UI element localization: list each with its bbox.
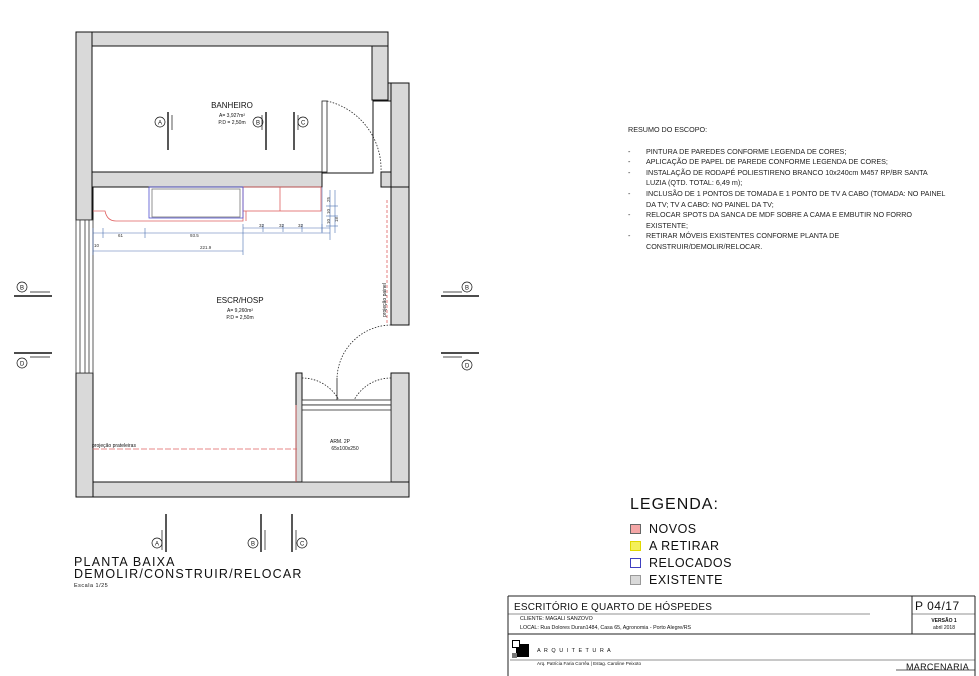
wall-left-bath — [76, 32, 92, 220]
scope-item: - PINTURA DE PAREDES CONFORME LEGENDA DE CORES; — [628, 146, 847, 156]
plan-title — [74, 556, 303, 592]
office-name: ESCR/HOSP — [216, 296, 264, 305]
date: abril 2018 — [933, 625, 955, 631]
legend-swatch-remove — [630, 541, 641, 551]
plan-title-line1: PLANTA BAIXA — [74, 555, 176, 569]
legend-swatch-new — [630, 524, 641, 534]
svg-text:B: B — [256, 120, 261, 127]
logo-small-square-2 — [512, 653, 517, 658]
scope-item: - RELOCAR SPOTS DA SANCA DE MDF SOBRE A CAMA E EMBUTIR NO FORRO EXISTENTE; — [628, 210, 912, 230]
svg-text:C: C — [300, 541, 305, 548]
dim-93-5: 93.5 — [190, 233, 199, 238]
firm-name-text: A R Q U I T E T U R A — [537, 648, 612, 654]
wall-mid-divider — [92, 172, 322, 187]
dim-32-c: 32 — [298, 223, 304, 228]
section-marker-bottom-a — [152, 514, 166, 552]
scope-item: - APLICAÇÃO DE PAPEL DE PAREDE CONFORME LEGENDA DE CORES; — [628, 157, 888, 167]
bathroom-area: A= 3,927m² — [219, 113, 245, 119]
svg-text:D: D — [20, 361, 25, 368]
version: VERSÃO 1 — [931, 618, 957, 624]
architects-text: Arq. Patrícia Faria Corrêa | Estag. Caroline Peixoto — [537, 661, 642, 666]
scope-summary — [628, 125, 948, 253]
svg-text:A: A — [155, 541, 160, 548]
section-marker-right-b — [441, 282, 479, 296]
legend-item-existing: EXISTENTE — [630, 571, 732, 588]
dim-32-a: 32 — [259, 223, 265, 228]
wall-bottom — [76, 482, 409, 497]
section-marker-left-b — [14, 282, 52, 296]
svg-text:C: C — [301, 120, 306, 127]
section-marker-right-d — [441, 353, 479, 370]
office-ceiling: P.D = 2,50m — [226, 315, 254, 321]
wall-right-mid — [391, 187, 409, 325]
wall-closet-left — [296, 373, 302, 482]
bathroom-name: BANHEIRO — [211, 101, 253, 110]
dim-221-9: 221.9 — [200, 245, 212, 250]
dim-10: 10 — [94, 243, 100, 248]
plan-title-line2: DEMOLIR/CONSTRUIR/RELOCAR — [74, 567, 303, 581]
dim-32-b: 32 — [279, 223, 285, 228]
logo-small-square-1 — [512, 640, 520, 648]
relocated-furniture — [149, 187, 243, 218]
legend-swatch-relocated — [630, 558, 641, 568]
closet-size: 65x100x250 — [331, 446, 359, 452]
wall-right-bath — [372, 46, 388, 100]
section-marker-left-d — [14, 353, 52, 368]
svg-text:B: B — [251, 541, 256, 548]
section-marker-bottom-c — [292, 514, 307, 552]
section-marker-bottom-b — [248, 514, 265, 552]
dim-v-25: 25 — [326, 196, 331, 202]
scope-item: - INSTALAÇÃO DE RODAPÉ POLIESTIRENO BRANCO 10x240cm M457 RP/BR SANTA LUZIA (QTD. TOTAL: 6,49 m); — [628, 167, 928, 188]
architecture-firm-logo — [512, 640, 532, 660]
legend-title: LEGENDA: — [630, 496, 719, 513]
closet-label: ARM. 2P — [329, 439, 351, 445]
legend-swatch-existing — [630, 575, 641, 585]
panel-note: projeção painel — [382, 283, 388, 317]
office-area: A= 9,260m² — [227, 308, 253, 314]
plan-scale: Escala 1/25 — [74, 583, 109, 589]
bathroom-ceiling: P.D = 2,50m — [218, 120, 246, 126]
client-name: CLIENTE: MAGALI SANZOVO — [520, 616, 593, 622]
closet-doors — [302, 325, 391, 482]
svg-text:D: D — [465, 363, 470, 370]
shelves-note: projeção prateleiras — [92, 443, 136, 449]
legend-item-new: NOVOS — [630, 520, 732, 537]
legend-item-relocated: RELOCADOS — [630, 554, 732, 571]
scope-item: - INCLUSÃO DE 1 PONTOS DE TOMADA E 1 PONTO DE TV A CABO (TOMADA: NO PAINEL DA TV; TV A CABO: NO PAINEL DA TV; — [628, 188, 946, 209]
legend — [630, 496, 732, 588]
wall-right-upper — [391, 83, 409, 187]
scope-title: RESUMO DO ESCOPO: — [628, 125, 708, 134]
scope-item: - RETIRAR MÓVEIS EXISTENTES CONFORME PLANTA DE CONSTRUIR/DEMOLIR/RELOCAR. — [628, 231, 840, 251]
wall-right-jamb — [381, 172, 391, 187]
legend-item-remove: A RETIRAR — [630, 537, 732, 554]
dim-v-10-b: 10 — [326, 218, 331, 224]
wall-left-lower — [76, 373, 93, 497]
wall-top — [76, 32, 388, 46]
dim-61: 61 — [118, 233, 124, 238]
sheet-number: P 04/17 — [915, 599, 960, 613]
dim-v-18: 18 — [334, 216, 339, 222]
window-left — [76, 220, 93, 373]
wall-right-lower — [391, 373, 409, 497]
project-name: ESCRITÓRIO E QUARTO DE HÓSPEDES — [514, 602, 713, 613]
svg-text:B: B — [20, 285, 25, 292]
svg-text:A: A — [158, 120, 163, 127]
discipline: MARCENARIA — [906, 662, 970, 672]
dim-v-10-a: 10 — [326, 208, 331, 214]
svg-text:B: B — [465, 285, 470, 292]
dimension-texts — [94, 196, 339, 250]
location: LOCAL: Rua Dolores Duran1484, Casa 65, Agronomia - Porto Alegre/RS — [520, 625, 692, 631]
